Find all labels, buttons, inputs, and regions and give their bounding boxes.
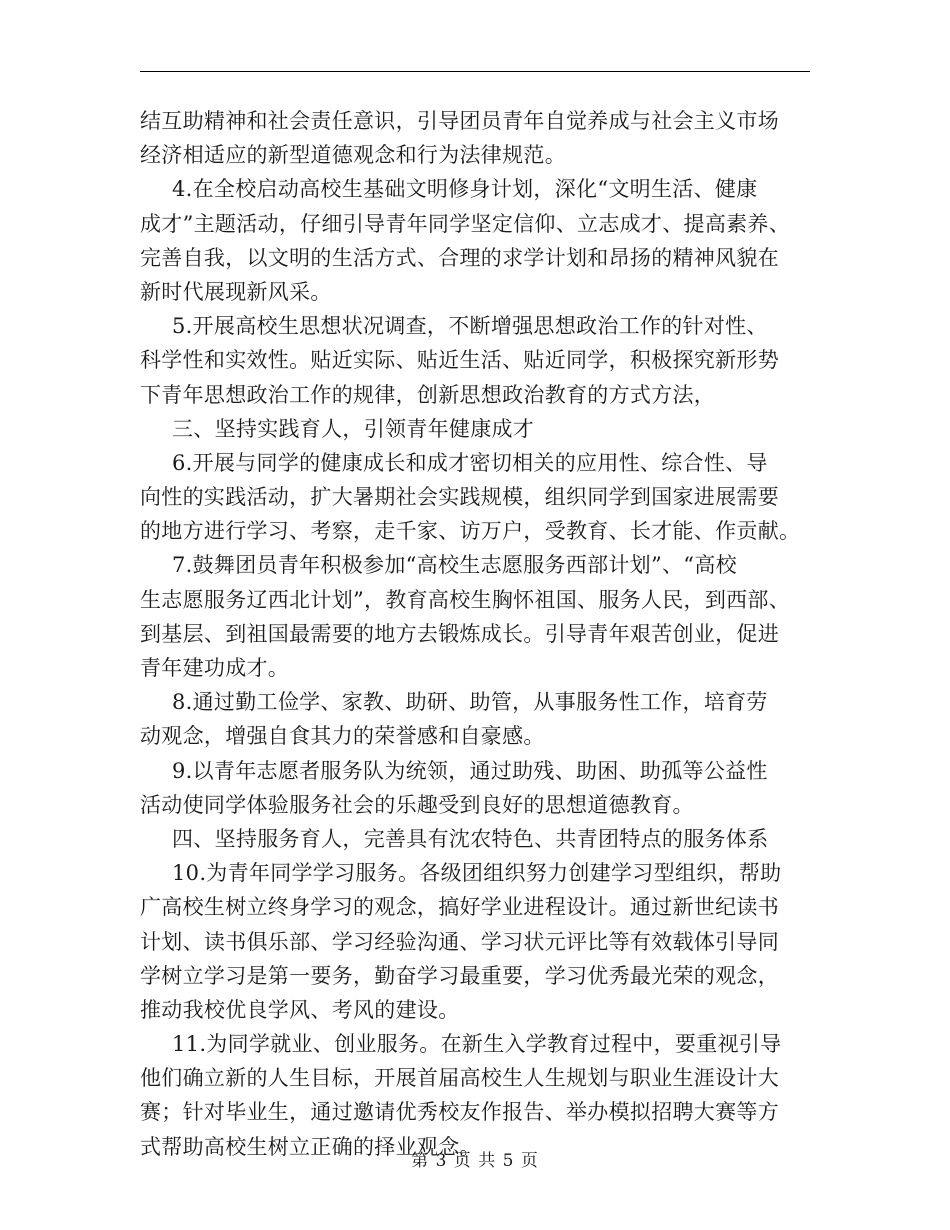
text-line: 成才”主题活动，仔细引导青年同学坚定信仰、立志成才、提高素养、 [140, 211, 791, 236]
text-line: 到基层、到祖国最需要的地方去锻炼成长。引导青年艰苦创业，促进 [140, 621, 779, 646]
text-line: 新时代展现新风采。 [140, 279, 332, 304]
text-line: 9.以青年志愿者服务队为统领，通过助残、助困、助孤等公益性 [172, 758, 768, 783]
text-line: 广高校生树立终身学习的观念，搞好学业进程设计。通过新世纪读书 [140, 895, 779, 920]
text-line: 6.开展与同学的健康成长和成才密切相关的应用性、综合性、导 [172, 450, 768, 475]
text-line: 科学性和实效性。贴近实际、贴近生活、贴近同学，积极探究新形势 [140, 348, 779, 373]
text-line: 11.为同学就业、创业服务。在新生入学教育过程中，要重视引导 [172, 1032, 782, 1057]
text-line: 下青年思想政治工作的规律，创新思想政治教育的方式方法， [140, 382, 716, 407]
text-line: 完善自我，以文明的生活方式、合理的求学计划和昂扬的精神风貌在 [140, 245, 779, 270]
text-line: 8.通过勤工俭学、家教、助研、助管，从事服务性工作，培育劳 [172, 690, 768, 715]
page-number-footer: 第 3 页 共 5 页 [411, 1151, 539, 1171]
text-line: 四、坚持服务育人，完善具有沈农特色、共青团特点的服务体系 [172, 826, 769, 851]
header-rule [140, 71, 810, 72]
text-line: 7.鼓舞团员青年积极参加“高校生志愿服务西部计划”、“高校 [172, 553, 737, 578]
text-line: 5.开展高校生思想状况调查，不断增强思想政治工作的针对性、 [172, 314, 768, 339]
text-line: 学树立学习是第一要务，勤奋学习最重要，学习优秀最光荣的观念， [140, 963, 779, 988]
text-line: 推动我校优良学风、考风的建设。 [140, 997, 460, 1022]
text-line: 他们确立新的人生目标，开展首届高校生人生规划与职业生涯设计大 [140, 1066, 779, 1091]
text-line: 10.为青年同学学习服务。各级团组织努力创建学习型组织，帮助 [172, 861, 782, 886]
text-line: 经济相适应的新型道德观念和行为法律规范。 [140, 143, 566, 168]
text-line: 青年建功成才。 [140, 656, 290, 680]
text-line: 赛；针对毕业生，通过邀请优秀校友作报告、举办模拟招聘大赛等方 [140, 1100, 779, 1125]
text-line: 结互助精神和社会责任意识，引导团员青年自觉养成与社会主义市场 [140, 109, 779, 133]
text-line: 的地方进行学习、考察，走千家、访万户，受教育、长才能、作贡献。 [140, 519, 801, 544]
text-line: 三、坚持实践育人，引领青年健康成才 [172, 416, 535, 441]
document-body [140, 104, 820, 1164]
text-line: 向性的实践活动，扩大暑期社会实践规模，组织同学到国家进展需要 [140, 485, 779, 510]
text-line: 4.在全校启动高校生基础文明修身计划，深化“文明生活、健康 [172, 177, 758, 202]
text-line: 式帮助高校生树立正确的择业观念。 [140, 1134, 481, 1159]
text-line: 动观念，增强自食其力的荣誉感和自豪感。 [140, 724, 545, 749]
text-line: 计划、读书俱乐部、学习经验沟通、学习状元评比等有效载体引导同 [140, 929, 779, 954]
text-line: 生志愿服务辽西北计划”，教育高校生胸怀祖国、服务人民，到西部、 [140, 587, 791, 612]
text-line: 活动使同学体验服务社会的乐趣受到良好的思想道德教育。 [140, 792, 694, 817]
